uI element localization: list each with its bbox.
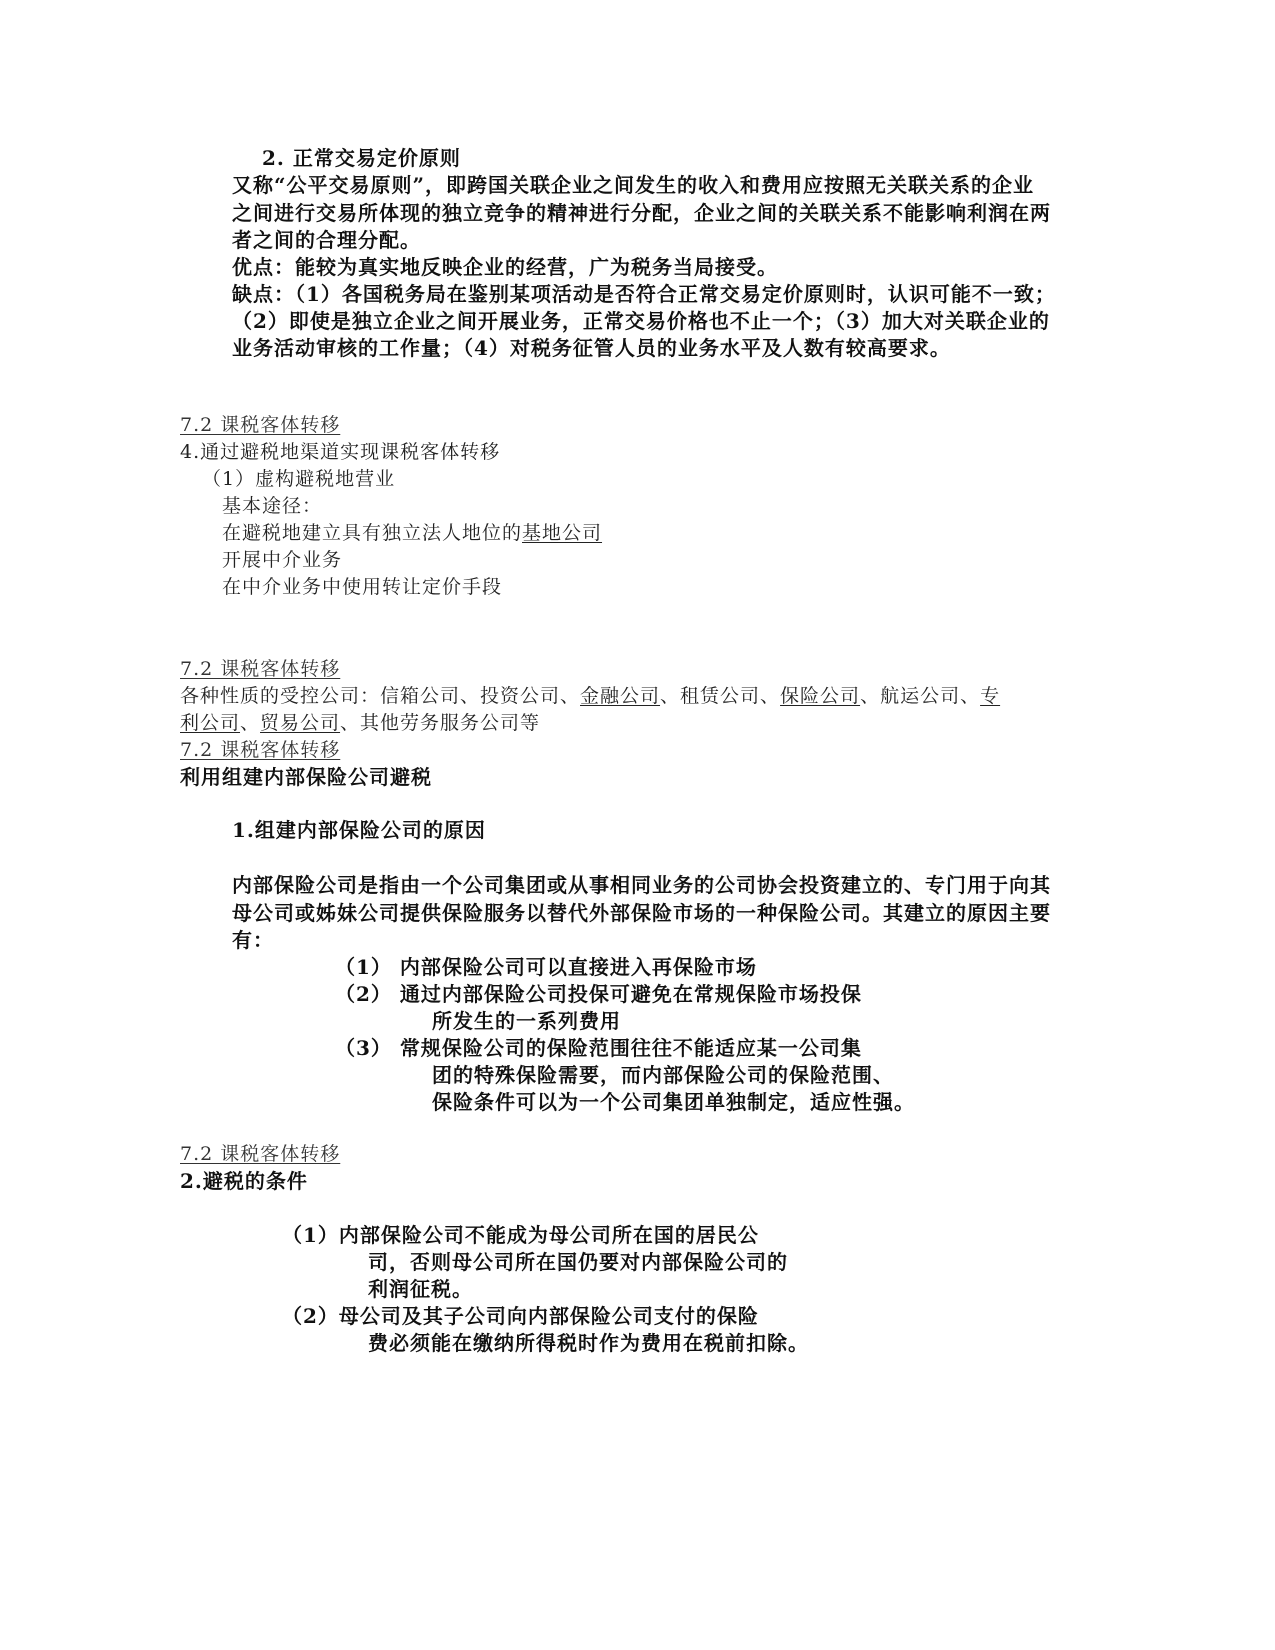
- condition-1-line-2: 司，否则母公司所在国仍要对内部保险公司的: [368, 1250, 788, 1274]
- slide-header-2: 7.2 课税客体转移: [180, 658, 341, 680]
- slide-header-3: 7.2 课税客体转移: [180, 739, 341, 761]
- captive-definition-line-3: 有：: [232, 928, 274, 952]
- slide-header-4: 7.2 课税客体转移: [180, 1143, 341, 1165]
- advantages-text: 优点：能较为真实地反映企业的经营，广为税务当局接受。: [232, 255, 778, 279]
- controlled-companies-text-3: 、航运公司、: [860, 685, 981, 707]
- basic-approach-label: 基本途径：: [222, 495, 323, 517]
- approach-line-1: [222, 524, 602, 543]
- condition-2-line-2: 费必须能在缴纳所得税时作为费用在税前扣除。: [368, 1331, 809, 1355]
- reason-3-line-1: （3） 常规保险公司的保险范围往往不能适应某一公司集: [335, 1036, 862, 1060]
- base-company-link[interactable]: 基地公司: [522, 522, 603, 544]
- tax-haven-channel-heading: 4.通过避税地渠道实现课税客体转移: [180, 441, 501, 463]
- controlled-companies-text-2: 、租赁公司、: [660, 685, 781, 707]
- reason-3-line-2: 团的特殊保险需要，而内部保险公司的保险范围、: [432, 1063, 894, 1087]
- disadvantages-line-1: 缺点：（1）各国税务局在鉴别某项活动是否符合正常交易定价原则时，认识可能不一致；: [232, 282, 1056, 306]
- definition-line-2: 之间进行交易所体现的独立竞争的精神进行分配，企业之间的关联关系不能影响利润在两: [232, 201, 1051, 225]
- controlled-companies-text-4: 、: [240, 712, 261, 734]
- avoidance-conditions-title: 2.避税的条件: [180, 1169, 308, 1193]
- patent-company-link-part-2[interactable]: 利公司: [180, 712, 241, 734]
- reason-1: （1） 内部保险公司可以直接进入再保险市场: [335, 955, 757, 979]
- condition-1-line-3: 利润征税。: [368, 1277, 473, 1301]
- definition-line-3: 者之间的合理分配。: [232, 228, 421, 252]
- captive-definition-line-2: 母公司或姊妹公司提供保险服务以替代外部保险市场的一种保险公司。其建立的原因主要: [232, 901, 1051, 925]
- fictitious-business-item: （1）虚构避税地营业: [202, 468, 396, 490]
- finance-company-link[interactable]: 金融公司: [580, 685, 661, 707]
- controlled-companies-line-1: [180, 687, 1000, 706]
- approach-line-2: 开展中介业务: [222, 549, 343, 571]
- approach-line-1-text: 在避税地建立具有独立法人地位的: [222, 522, 523, 544]
- trading-company-link[interactable]: 贸易公司: [260, 712, 341, 734]
- patent-company-link-part-1[interactable]: 专: [980, 685, 1001, 707]
- disadvantages-line-2: （2）即使是独立企业之间开展业务，正常交易价格也不止一个；（3）加大对关联企业的: [232, 309, 1050, 333]
- reason-3-line-3: 保险条件可以为一个公司集团单独制定，适应性强。: [432, 1090, 915, 1114]
- condition-1-line-1: （1）内部保险公司不能成为母公司所在国的居民公: [282, 1223, 759, 1247]
- controlled-companies-line-2: [180, 714, 540, 733]
- disadvantages-line-3: 业务活动审核的工作量；（4）对税务征管人员的业务水平及人数有较高要求。: [232, 336, 951, 360]
- controlled-companies-text-1: 各种性质的受控公司：信箱公司、投资公司、: [180, 685, 581, 707]
- captive-insurance-title: 利用组建内部保险公司避税: [180, 765, 432, 789]
- reason-2-line-1: （2） 通过内部保险公司投保可避免在常规保险市场投保: [335, 982, 862, 1006]
- captive-definition-line-1: 内部保险公司是指由一个公司集团或从事相同业务的公司协会投资建立的、专门用于向其: [232, 873, 1051, 897]
- condition-2-line-1: （2）母公司及其子公司向内部保险公司支付的保险: [282, 1304, 759, 1328]
- controlled-companies-text-5: 、其他劳务服务公司等: [340, 712, 541, 734]
- section-title-arm-length: 2. 正常交易定价原则: [262, 146, 461, 170]
- slide-header-1: 7.2 课税客体转移: [180, 414, 341, 436]
- reason-2-line-2: 所发生的一系列费用: [432, 1009, 621, 1033]
- captive-reasons-heading: 1.组建内部保险公司的原因: [232, 818, 486, 842]
- approach-line-3: 在中介业务中使用转让定价手段: [222, 576, 503, 598]
- insurance-company-link[interactable]: 保险公司: [780, 685, 861, 707]
- definition-line-1: 又称“公平交易原则”，即跨国关联企业之间发生的收入和费用应按照无关联关系的企业: [232, 173, 1035, 197]
